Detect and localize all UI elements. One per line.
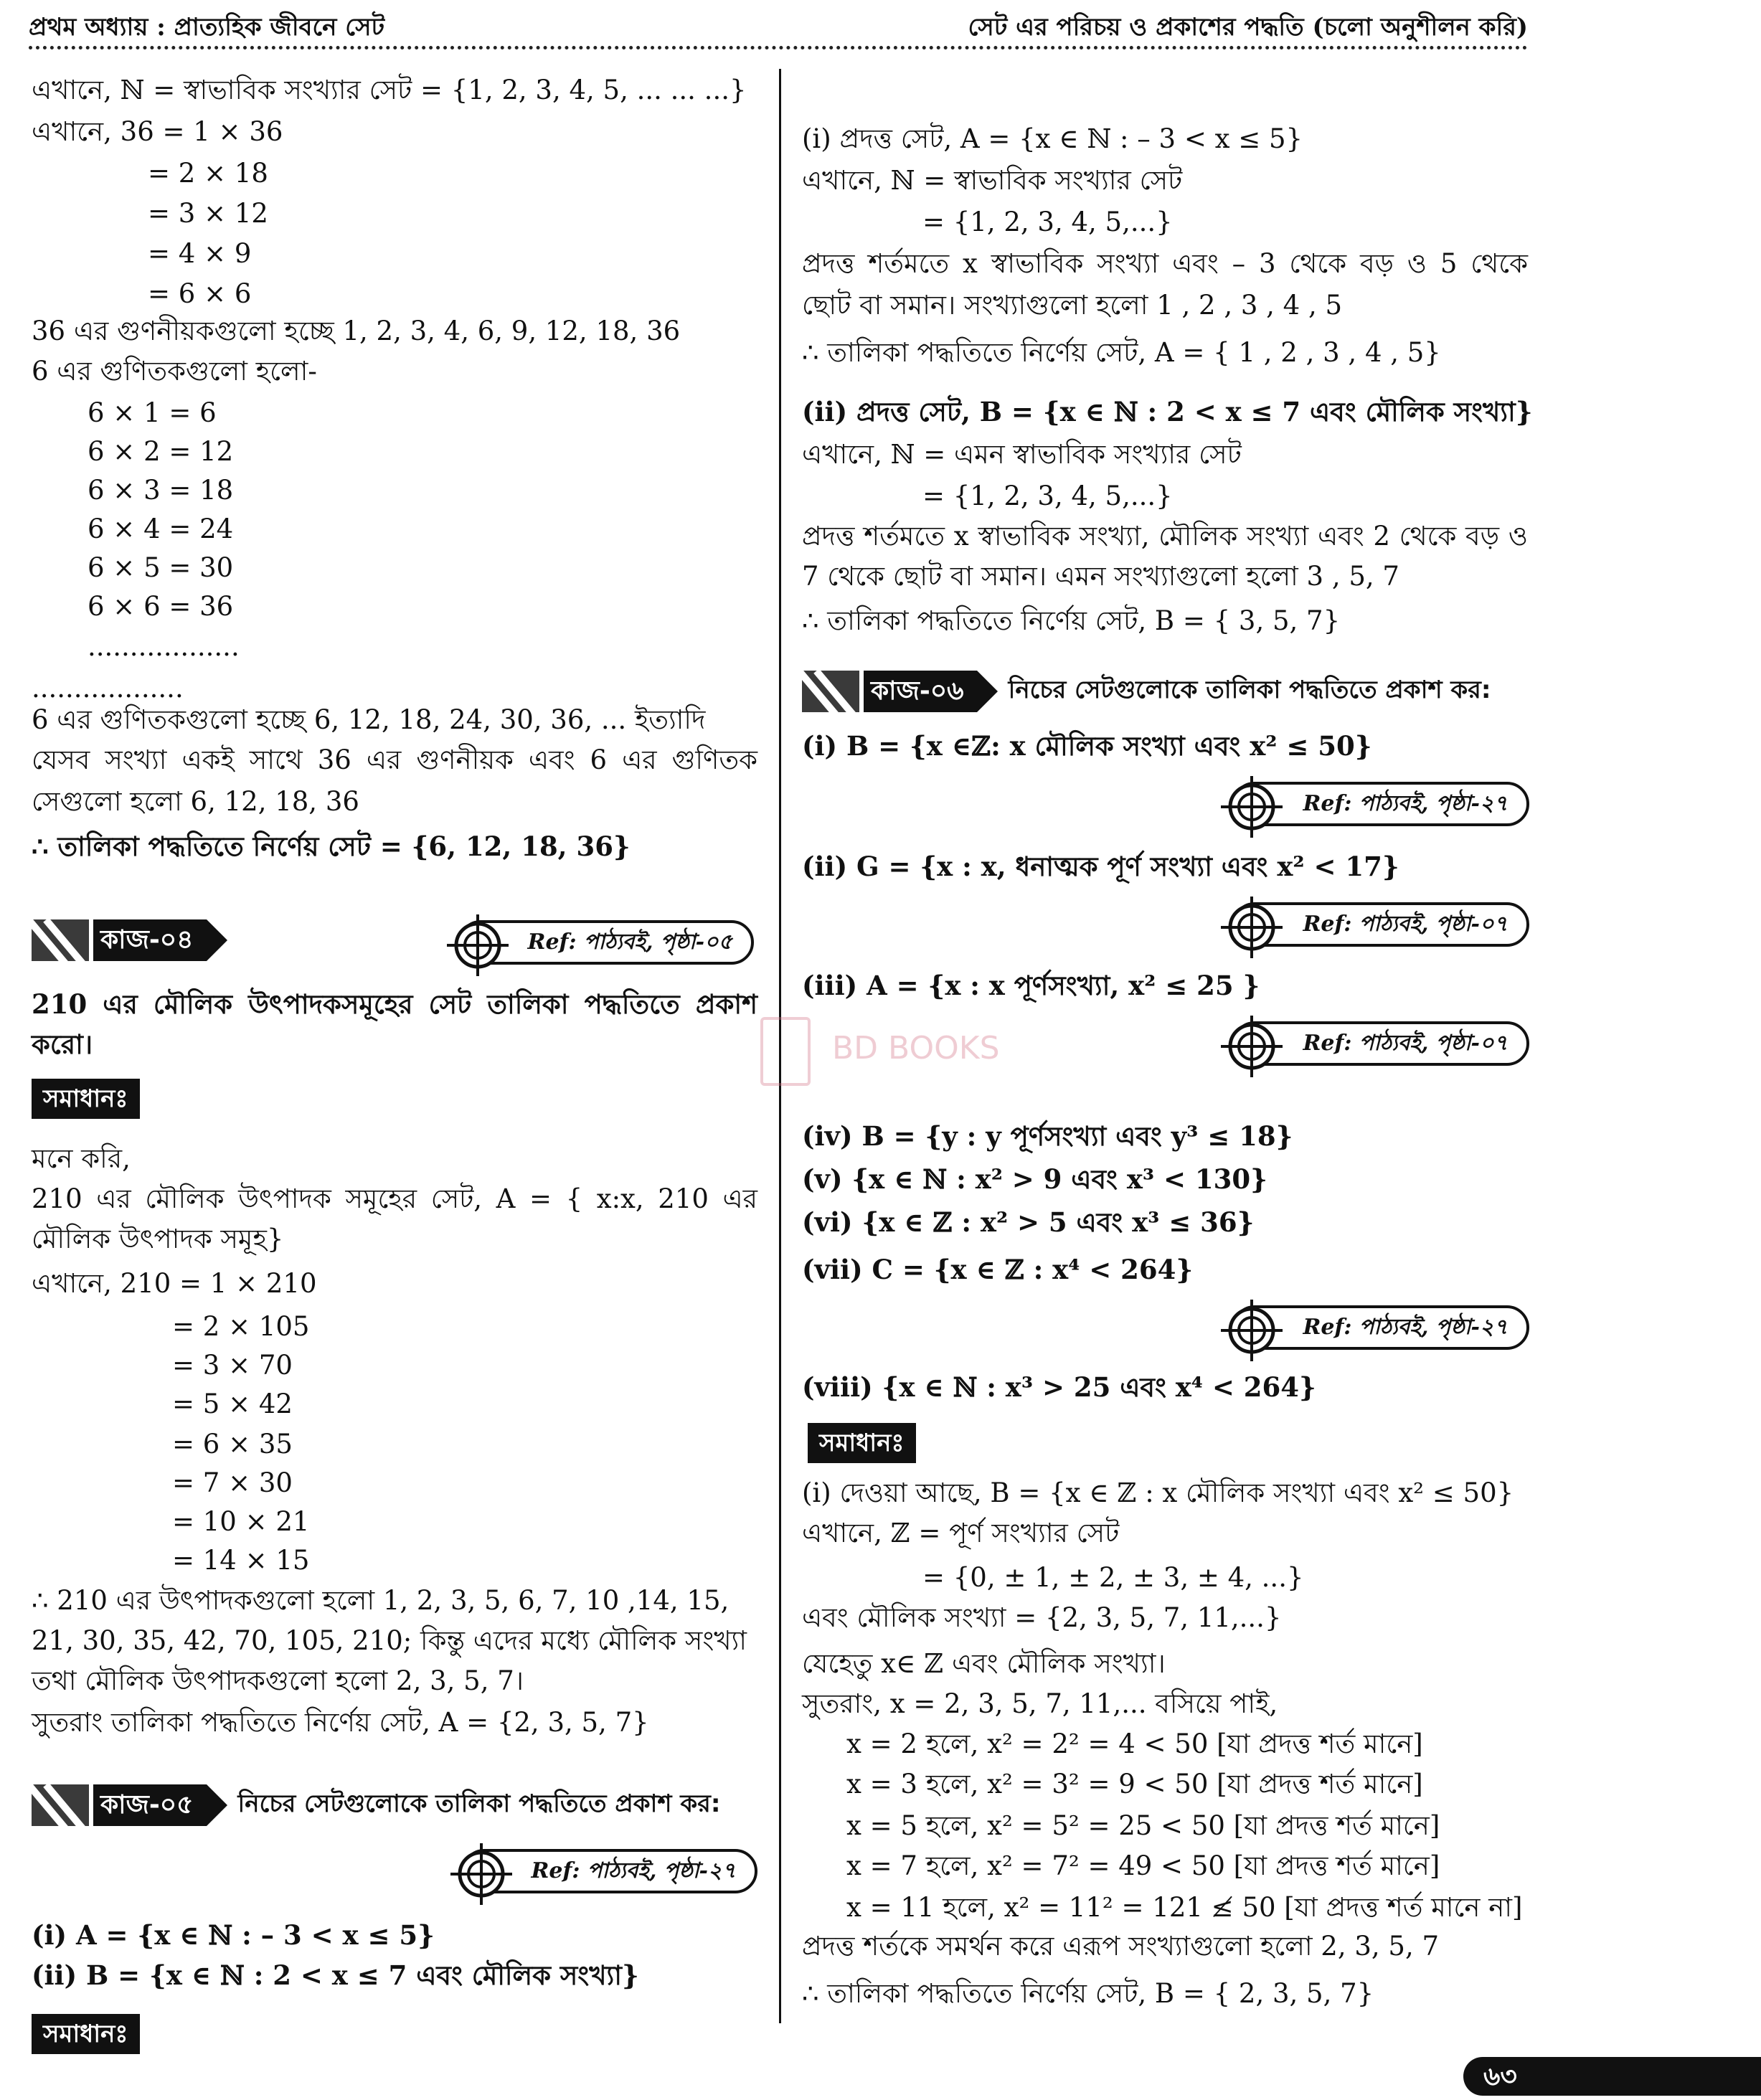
reference-badge bbox=[458, 920, 754, 965]
question-item: (ii) G = {x : x, ধনাত্মক পূর্ণ সংখ্যা এবং x² < 17} bbox=[802, 851, 1399, 882]
text-line: মৌলিক উৎপাদক সমূহ} bbox=[32, 1224, 284, 1254]
question-text: করো। bbox=[32, 1028, 93, 1060]
solution-label: সমাধানঃ bbox=[32, 2014, 140, 2054]
task-04-tag bbox=[32, 919, 207, 961]
factor-line: = 6 × 35 bbox=[172, 1429, 293, 1460]
question-item: (iv) B = {y : y পূর্ণসংখ্যা এবং y³ ≤ 18} bbox=[802, 1120, 1293, 1152]
factor-line: = 3 × 12 bbox=[148, 198, 268, 229]
text-line: এখানে, ℤ = পূর্ণ সংখ্যার সেট bbox=[802, 1518, 1120, 1548]
target-icon bbox=[1219, 1298, 1284, 1363]
multiple-line: 6 × 2 = 12 bbox=[88, 436, 234, 467]
text-line: 21, 30, 35, 42, 70, 105, 210; কিন্তু এদের মধ্যে মৌলিক সংখ্যা bbox=[32, 1625, 747, 1656]
text-line: 36 এর গুণনীয়কগুলো হচ্ছে 1, 2, 3, 4, 6, 9, 12, 18, 36 bbox=[32, 316, 681, 346]
page-number-tab bbox=[1463, 2057, 1761, 2096]
page-number: ৬৩ bbox=[1483, 2061, 1517, 2091]
question-item: (vii) C = {x ∈ ℤ : x⁴ < 264} bbox=[802, 1254, 1194, 1285]
check-line: x = 5 হলে, x² = 5² = 25 < 50 [যা প্রদত্ত শর্ত মানে] bbox=[846, 1810, 1440, 1841]
text-line: (i) দেওয়া আছে, B = {x ∈ ℤ : x মৌলিক সংখ্যা এবং x² ≤ 50} bbox=[802, 1477, 1514, 1508]
text-line: ছোট বা সমান। সংখ্যাগুলো হলো 1 , 2 , 3 , 4 , 5 bbox=[802, 290, 1343, 321]
question-item: (vi) {x ∈ ℤ : x² > 5 এবং x³ ≤ 36} bbox=[802, 1206, 1255, 1238]
multiple-line: .................. bbox=[88, 631, 240, 662]
reference-badge bbox=[462, 1849, 757, 1893]
stripe-icon bbox=[32, 919, 89, 961]
target-icon bbox=[445, 913, 510, 978]
check-line: x = 11 হলে, x² = 11² = 121 ≰ 50 [যা প্রদত্ত শর্ত মানে না] bbox=[846, 1892, 1523, 1923]
check-line: x = 3 হলে, x² = 3² = 9 < 50 [যা প্রদত্ত শর্ত মানে] bbox=[846, 1769, 1423, 1799]
text-line: সেগুলো হলো 6, 12, 18, 36 bbox=[32, 786, 359, 817]
factor-line: = 2 × 105 bbox=[172, 1311, 310, 1342]
text-line: যেসব সংখ্যা একই সাথে 36 এর গুণনীয়ক এবং 6 এর গুণিতক bbox=[32, 744, 757, 775]
target-icon bbox=[1219, 895, 1284, 960]
stripe-icon bbox=[802, 671, 859, 712]
reference-text: Ref: পাঠ্যবই, পৃষ্ঠা-২৭ bbox=[1303, 1314, 1508, 1340]
text-line: এখানে, 36 = 1 × 36 bbox=[32, 116, 283, 147]
reference-badge bbox=[1232, 1021, 1529, 1066]
text-line: মনে করি, bbox=[32, 1143, 131, 1174]
watermark-text: BD BOOKS bbox=[832, 1030, 1000, 1066]
question-item: (i) A = {x ∈ ℕ : – 3 < x ≤ 5} bbox=[32, 1919, 435, 1951]
text-line: 6 এর গুণিতকগুলো হচ্ছে 6, 12, 18, 24, 30, 36, ... ইত্যাদি bbox=[32, 704, 706, 735]
question-item: (v) {x ∈ ℕ : x² > 9 এবং x³ < 130} bbox=[802, 1163, 1267, 1195]
task-label: কাজ-০৪ bbox=[93, 919, 207, 961]
multiple-line: 6 × 1 = 6 bbox=[88, 397, 217, 428]
stripe-icon bbox=[32, 1784, 89, 1826]
section-title: সেট এর পরিচয় ও প্রকাশের পদ্ধতি (চলো অনুশীলন করি) bbox=[968, 13, 1528, 42]
reference-badge bbox=[1232, 782, 1529, 826]
text-line: = {1, 2, 3, 4, 5,...} bbox=[922, 481, 1173, 511]
question-text: 210 এর মৌলিক উৎপাদকসমূহের সেট তালিকা পদ্ধতিতে প্রকাশ bbox=[32, 988, 757, 1020]
answer-line: ∴ তালিকা পদ্ধতিতে নির্ণেয় সেট, A = { 1 , 2 , 3 , 4 , 5} bbox=[802, 337, 1441, 368]
text-line: ∴ 210 এর উৎপাদকগুলো হলো 1, 2, 3, 5, 6, 7, 10 ,14, 15, bbox=[32, 1585, 730, 1616]
factor-line: = 3 × 70 bbox=[172, 1350, 293, 1381]
target-icon bbox=[1219, 775, 1284, 839]
factor-line: = 10 × 21 bbox=[172, 1506, 310, 1537]
reference-text: Ref: পাঠ্যবই, পৃষ্ঠা-২৭ bbox=[1303, 790, 1508, 816]
text-line: প্রদত্ত শর্তমতে x স্বাভাবিক সংখ্যা এবং – 3 থেকে বড় ও 5 থেকে bbox=[802, 248, 1528, 279]
text-line: 7 থেকে ছোট বা সমান। এমন সংখ্যাগুলো হলো 3 , 5, 7 bbox=[802, 561, 1399, 592]
reference-text: Ref: পাঠ্যবই, পৃষ্ঠা-২৭ bbox=[531, 1858, 736, 1883]
check-line: x = 2 হলে, x² = 2² = 4 < 50 [যা প্রদত্ত শর্ত মানে] bbox=[846, 1728, 1423, 1759]
watermark bbox=[760, 1017, 1000, 1089]
task-label: কাজ-০৬ bbox=[864, 671, 977, 712]
task-06-tag bbox=[802, 671, 1491, 712]
task-label: কাজ-০৫ bbox=[93, 1784, 207, 1826]
task-05-tag bbox=[32, 1784, 720, 1826]
text-line: তথা মৌলিক উৎপাদকগুলো হলো 2, 3, 5, 7। bbox=[32, 1665, 524, 1696]
multiple-line: 6 × 4 = 24 bbox=[88, 514, 234, 544]
factor-line: = 6 × 6 bbox=[148, 278, 252, 309]
answer-line: ∴ তালিকা পদ্ধতিতে নির্ণেয় সেট, B = { 3, 5, 7} bbox=[802, 605, 1341, 636]
solution-label: সমাধানঃ bbox=[32, 1079, 140, 1119]
text-line: এখানে, 210 = 1 × 210 bbox=[32, 1268, 317, 1299]
text-line: এখানে, ℕ = এমন স্বাভাবিক সংখ্যার সেট bbox=[802, 439, 1242, 470]
factor-line: = 14 × 15 bbox=[172, 1545, 310, 1576]
target-icon bbox=[1219, 1014, 1284, 1079]
text-line: = {0, ± 1, ± 2, ± 3, ± 4, ...} bbox=[922, 1562, 1304, 1593]
text-line: সুতরাং তালিকা পদ্ধতিতে নির্ণেয় সেট, A = {2, 3, 5, 7} bbox=[32, 1707, 649, 1738]
multiple-line: .................. bbox=[32, 673, 184, 704]
multiple-line: 6 × 6 = 36 bbox=[88, 591, 234, 622]
chapter-title: প্রথম অধ্যায় : প্রাত্যহিক জীবনে সেট bbox=[29, 13, 385, 42]
header-dotted-divider bbox=[29, 46, 1528, 49]
answer-line: ∴ তালিকা পদ্ধতিতে নির্ণেয় সেট, B = { 2, 3, 5, 7} bbox=[802, 1978, 1374, 2009]
text-line: এখানে, ℕ = স্বাভাবিক সংখ্যার সেট bbox=[802, 165, 1183, 196]
reference-text: Ref: পাঠ্যবই, পৃষ্ঠা-০৭ bbox=[1303, 1030, 1508, 1056]
text-line: = {1, 2, 3, 4, 5,...} bbox=[922, 207, 1173, 237]
question-item: (iii) A = {x : x পূর্ণসংখ্যা, x² ≤ 25 } bbox=[802, 970, 1260, 1001]
reference-text: Ref: পাঠ্যবই, পৃষ্ঠা-০৭ bbox=[1303, 911, 1508, 937]
page-header bbox=[29, 9, 1528, 46]
text-line: (ii) প্রদত্ত সেট, B = {x ∈ ℕ : 2 < x ≤ 7 এবং মৌলিক সংখ্যা} bbox=[802, 396, 1533, 427]
reference-badge bbox=[1232, 1305, 1529, 1350]
question-item: (ii) B = {x ∈ ℕ : 2 < x ≤ 7 এবং মৌলিক সংখ্যা} bbox=[32, 1959, 639, 1991]
book-icon bbox=[760, 1017, 811, 1086]
text-line: সুতরাং, x = 2, 3, 5, 7, 11,... বসিয়ে পাই, bbox=[802, 1688, 1278, 1719]
text-line: যেহেতু x∈ ℤ এবং মৌলিক সংখ্যা। bbox=[802, 1648, 1166, 1679]
factor-line: = 5 × 42 bbox=[172, 1389, 293, 1419]
text-line: 210 এর মৌলিক উৎপাদক সমূহের সেট, A = { x:x, 210 এর bbox=[32, 1183, 757, 1214]
text-line: এখানে, ℕ = স্বাভাবিক সংখ্যার সেট = {1, 2, 3, 4, 5, ... ... ...} bbox=[32, 75, 747, 105]
factor-line: = 4 × 9 bbox=[148, 238, 252, 269]
text-line: প্রদত্ত শর্তকে সমর্থন করে এরূপ সংখ্যাগুলো হলো 2, 3, 5, 7 bbox=[802, 1931, 1440, 1962]
factor-line: = 2 × 18 bbox=[148, 158, 268, 189]
solution-label: সমাধানঃ bbox=[808, 1423, 916, 1463]
target-icon bbox=[449, 1842, 514, 1906]
text-line: (i) প্রদত্ত সেট, A = {x ∈ ℕ : – 3 < x ≤ 5} bbox=[802, 123, 1303, 154]
reference-text: Ref: পাঠ্যবই, পৃষ্ঠা-০৫ bbox=[527, 929, 732, 955]
task-description: নিচের সেটগুলোকে তালিকা পদ্ধতিতে প্রকাশ কর: bbox=[237, 1789, 721, 1818]
question-item: (viii) {x ∈ ℕ : x³ > 25 এবং x⁴ < 264} bbox=[802, 1371, 1316, 1403]
check-line: x = 7 হলে, x² = 7² = 49 < 50 [যা প্রদত্ত শর্ত মানে] bbox=[846, 1850, 1440, 1881]
multiple-line: 6 × 3 = 18 bbox=[88, 475, 234, 506]
reference-badge bbox=[1232, 902, 1529, 947]
text-line: এবং মৌলিক সংখ্যা = {2, 3, 5, 7, 11,...} bbox=[802, 1602, 1282, 1633]
multiple-line: 6 × 5 = 30 bbox=[88, 552, 234, 583]
factor-line: = 7 × 30 bbox=[172, 1467, 293, 1498]
text-line: প্রদত্ত শর্তমতে x স্বাভাবিক সংখ্যা, মৌলিক সংখ্যা এবং 2 থেকে বড় ও bbox=[802, 521, 1528, 552]
answer-line: ∴ তালিকা পদ্ধতিতে নির্ণেয় সেট = {6, 12, 18, 36} bbox=[32, 831, 631, 862]
question-item: (i) B = {x ∈ℤ: x মৌলিক সংখ্যা এবং x² ≤ 50} bbox=[802, 730, 1372, 762]
task-description: নিচের সেটগুলোকে তালিকা পদ্ধতিতে প্রকাশ কর: bbox=[1008, 675, 1491, 704]
text-line: 6 এর গুণিতকগুলো হলো- bbox=[32, 356, 317, 387]
